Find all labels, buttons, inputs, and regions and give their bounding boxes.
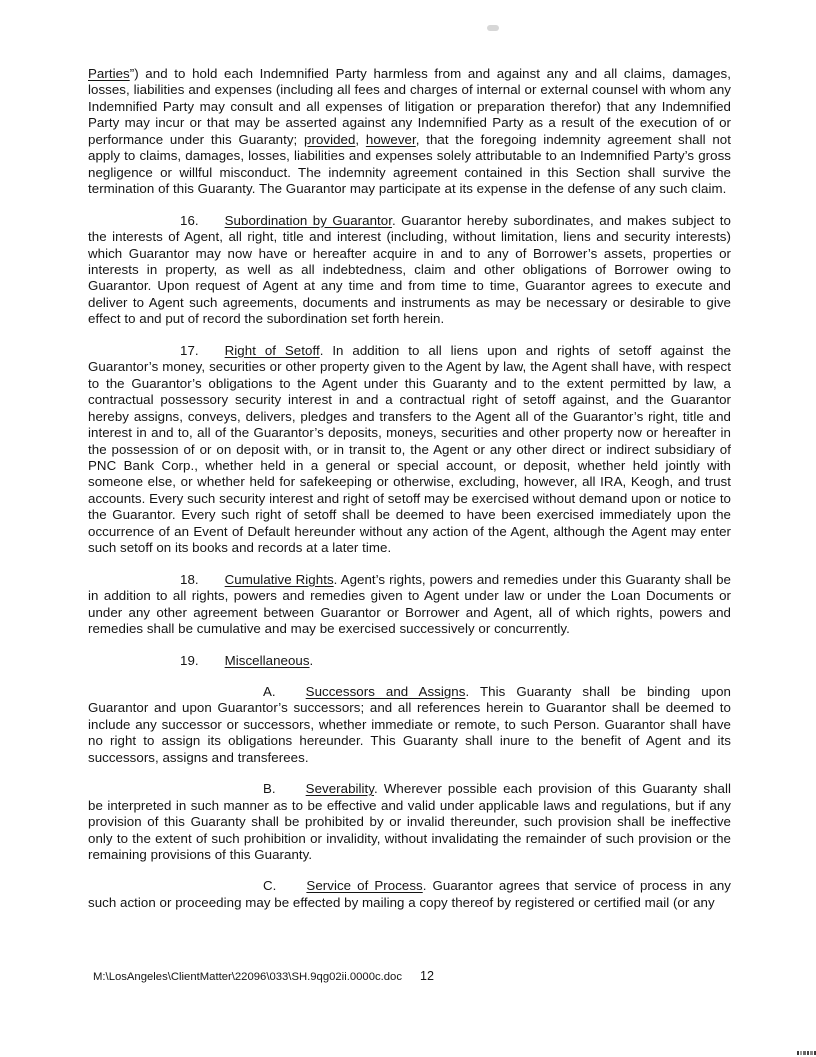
scan-dash-artifact — [797, 1051, 816, 1055]
paragraph-continuation — [88, 66, 731, 198]
paragraph-17 — [88, 343, 731, 557]
subsection-letter: C. — [263, 878, 277, 894]
text-run: . Agent’s rights, powers and remedies under this Guaranty shall be in addition to all rights, powers and remedies given to Agent under law or under the Loan Documents or under any other agreement between Guarantor or Borrower and Agent, all of which rights, powers and remedies shall be cumulative and may be exercised successively or concurrently. — [88, 571, 731, 637]
section-heading: Successors and Assigns — [305, 683, 466, 699]
underlined-term: provided — [304, 131, 356, 147]
text-run: , that the foregoing indemnity agreement shall not apply to claims, damages, losses, liabilities and expenses solely attributable to an Indemnified Party’s gross negligence or willful misconduct. The indemnity agreement contained in this Section shall survive the termination of this Guaranty. The Guarantor may participate at its expense in the defense of any such claim. — [88, 131, 731, 197]
text-run: . Wherever possible each provision of this Guaranty shall be interpreted in such manner as to be effective and valid under applicable laws and regulations, but if any provision of this Guaranty shall be prohibited by or invalid thereunder, such provision shall be ineffective only to the extent of such prohibition or invalidity, without invalidating the remainder of such provision or the remaining provisions of this Guaranty. — [88, 781, 731, 863]
section-heading: Right of Setoff — [224, 342, 320, 358]
scan-smudge-artifact — [487, 25, 499, 31]
paragraph-a — [88, 684, 731, 766]
paragraph-19 — [88, 653, 731, 669]
section-number: 16. — [180, 212, 199, 228]
section-heading: Miscellaneous — [224, 652, 310, 668]
paragraph-c — [88, 878, 731, 911]
text-run: . Guarantor hereby subordinates, and makes subject to the interests of Agent, all right, title and interest (including, without limitation, liens and security interests) which Guarantor may now have or hereafter acquire in and to any of Borrower’s assets, properties or interests in property, as well as all indebtedness, claim and other obligations of Borrower owing to Guarantor. Upon request of Agent at any time and from time to time, Guarantor agrees to execute and deliver to Agent such agreements, documents and instruments as may be necessary or desirable to give effect to and put of record the subordination set forth herein. — [88, 212, 731, 327]
page-footer — [93, 971, 593, 983]
paragraph-b — [88, 781, 731, 863]
text-run: . This Guaranty shall be binding upon Guarantor and upon Guarantor’s successors; and all references herein to Guarantor shall be deemed to include any successor or successors, whether immediate or remote, to such Person. Guarantor shall have no right to assign its obligations hereunder. This Guaranty shall inure to the benefit of Agent and its successors, assigns and transferees. — [88, 683, 731, 765]
document-body — [88, 66, 731, 926]
footer-page-number: 12 — [420, 969, 435, 983]
section-heading: Service of Process — [306, 878, 423, 894]
section-heading: Severability — [305, 781, 375, 797]
section-heading: Subordination by Guarantor — [224, 212, 392, 228]
underlined-term: however — [365, 131, 416, 147]
subsection-letter: B. — [263, 781, 276, 797]
footer-file-path: M:\LosAngeles\ClientMatter\22096\033\SH.9qg02ii.0000c.doc — [93, 971, 402, 983]
paragraph-18 — [88, 572, 731, 638]
section-number: 19. — [180, 652, 199, 668]
text-run: . Guarantor agrees that service of process in any such action or proceeding may be effected by mailing a copy thereof by registered or certified mail (or any — [88, 878, 731, 910]
text-run: . — [309, 652, 314, 668]
section-number: 18. — [180, 571, 199, 587]
text-run: ”) and to hold each Indemnified Party harmless from and against any and all claims, damages, losses, liabilities and expenses (including all fees and charges of internal or external counsel with whom any Indemnified Party may consult and all expenses of litigation or preparation therefor) that any Indemnified Party may incur or that may be asserted against any Indemnified Party as a result of the execution of or performance under this Guaranty; — [88, 66, 731, 147]
underlined-term: Parties — [88, 66, 130, 81]
paragraph-16 — [88, 213, 731, 328]
section-heading: Cumulative Rights — [224, 571, 334, 587]
text-run: . In addition to all liens upon and rights of setoff against the Guarantor’s money, securities or other property given to the Agent by law, the Agent shall have, with respect to the Guarantor’s obligations to the Agent under this Guaranty and to the extent permitted by law, a contractual possessory security interest in and a contractual right of setoff against, and the Guarantor hereby assigns, conveys, delivers, pledges and transfers to the Agent all of the Guarantor’s right, title and interest in and to, all of the Guarantor’s deposits, moneys, securities and other property now or hereafter in the possession of or on deposit with, or in transit to, the Agent or any other direct or indirect subsidiary of PNC Bank Corp., whether held in a general or special account, or deposit, whether held jointly with someone else, or whether held for safekeeping or otherwise, excluding, however, all IRA, Keogh, and trust accounts. Every such security interest and right of setoff may be exercised without demand upon or notice to the Guarantor. Every such right of setoff shall be deemed to have been exercised immediately upon the occurrence of an Event of Default hereunder without any action of the Agent, although the Agent may enter such setoff on its books and records at a later time. — [88, 342, 732, 556]
text-run: , — [355, 131, 366, 147]
subsection-letter: A. — [263, 683, 276, 699]
section-number: 17. — [180, 342, 199, 358]
